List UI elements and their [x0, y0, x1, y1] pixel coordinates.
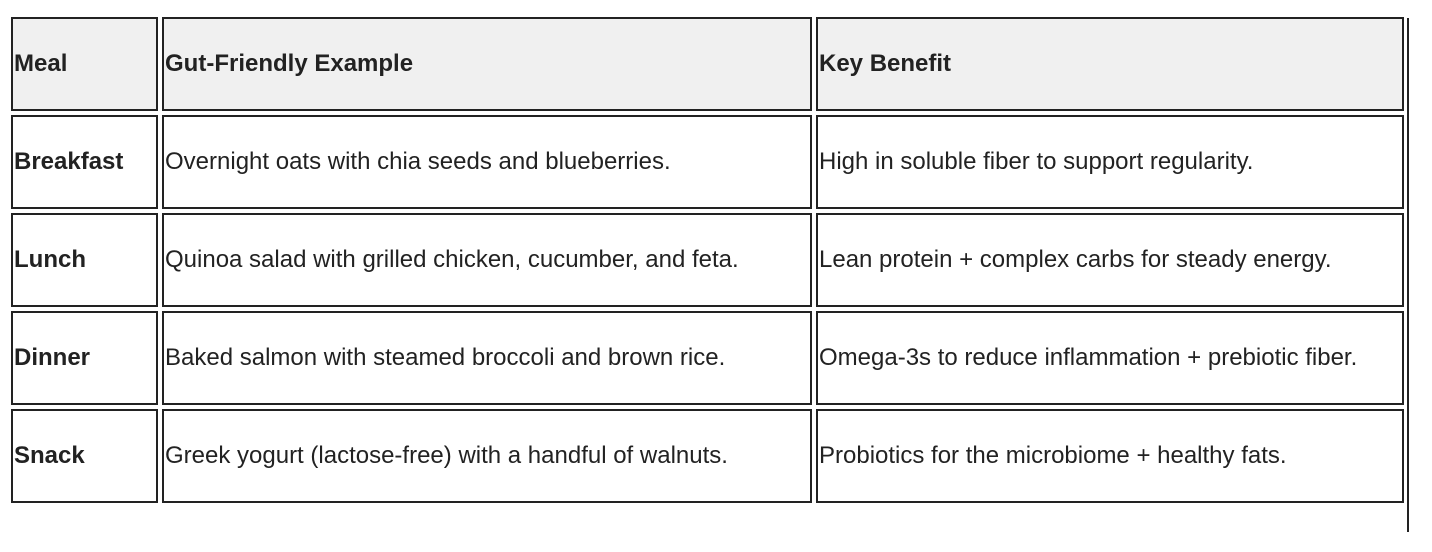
- header-row: [11, 17, 1404, 111]
- example-cell: Greek yogurt (lactose-free) with a handful of walnuts.: [162, 409, 812, 503]
- table-right-border: [1407, 18, 1409, 532]
- example-cell: Overnight oats with chia seeds and blueberries.: [162, 115, 812, 209]
- meal-cell: Snack: [11, 409, 158, 503]
- meal-cell: Breakfast: [11, 115, 158, 209]
- meal-cell: Dinner: [11, 311, 158, 405]
- benefit-cell: Omega-3s to reduce inflammation + prebiotic fiber.: [816, 311, 1404, 405]
- table-header: [11, 17, 1404, 111]
- table-row: [11, 311, 1404, 405]
- benefit-cell: Probiotics for the microbiome + healthy fats.: [816, 409, 1404, 503]
- meal-cell: Lunch: [11, 213, 158, 307]
- table-body: [11, 115, 1404, 503]
- benefit-cell: High in soluble fiber to support regularity.: [816, 115, 1404, 209]
- table-row: [11, 115, 1404, 209]
- example-cell: Quinoa salad with grilled chicken, cucumber, and feta.: [162, 213, 812, 307]
- table-row: [11, 213, 1404, 307]
- benefit-cell: Lean protein + complex carbs for steady energy.: [816, 213, 1404, 307]
- header-gut-friendly-example: Gut-Friendly Example: [162, 17, 812, 111]
- header-key-benefit: Key Benefit: [816, 17, 1404, 111]
- meal-plan-table: [7, 13, 1408, 507]
- example-cell: Baked salmon with steamed broccoli and brown rice.: [162, 311, 812, 405]
- table-row: [11, 409, 1404, 503]
- header-meal: Meal: [11, 17, 158, 111]
